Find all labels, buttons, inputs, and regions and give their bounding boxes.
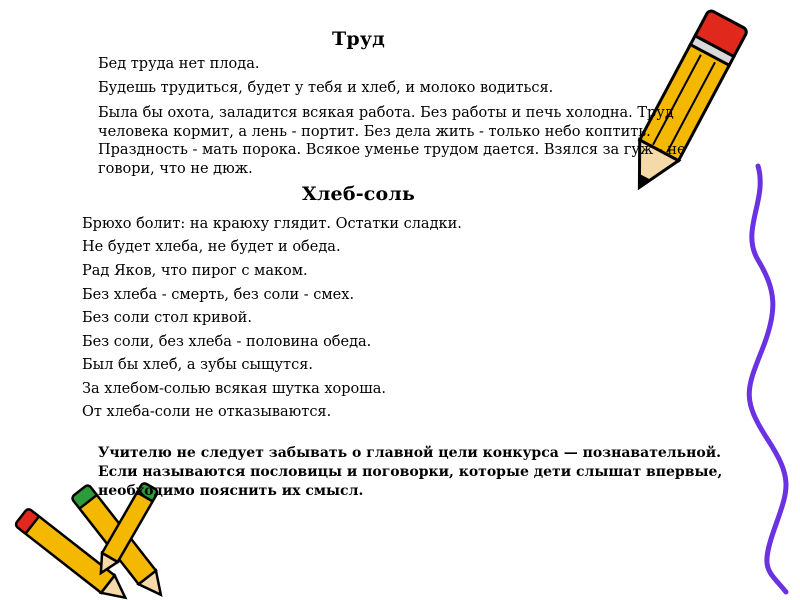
proverb-line: Бед труда нет плода.: [98, 56, 260, 72]
proverb-line: Рад Яков, что пирог с маком.: [82, 263, 308, 279]
squiggle-line-icon: [728, 160, 800, 600]
proverb-line: Будешь трудиться, будет у тебя и хлеб, и молоко водиться.: [98, 80, 554, 96]
proverb-line: Без соли, без хлеба - половина обеда.: [82, 334, 372, 350]
proverb-line: Без соли стол кривой.: [82, 310, 252, 326]
proverb-line: От хлеба-соли не отказываются.: [82, 404, 332, 420]
proverb-line: За хлебом-солью всякая шутка хороша.: [82, 381, 386, 397]
proverb-line: Был бы хлеб, а зубы сыщутся.: [82, 357, 313, 373]
proverb-paragraph: Была бы охота, заладится всякая работа. Без работы и печь холодна. Труд человека кормит, а лень - портит. Без дела жить - только небо коптить. Праздность - мать порока. Всякое уменье трудом дается. Взялся за гуж - не говори, что не дюж.: [98, 105, 686, 177]
proverb-line: Брюхо болит: на краюху глядит. Остатки сладки.: [82, 216, 462, 232]
section-title-trud: Труд: [332, 28, 386, 50]
proverb-line: Без хлеба - смерть, без соли - смех.: [82, 287, 355, 303]
section-title-khleb-sol: Хлеб-соль: [302, 183, 416, 205]
proverb-line: Не будет хлеба, не будет и обеда.: [82, 239, 341, 255]
teacher-note: Учителю не следует забывать о главной цели конкурса — познавательной. Если называются пословицы и поговорки, которые дети слышат впервые, необходимо пояснить их смысл.: [98, 445, 723, 499]
